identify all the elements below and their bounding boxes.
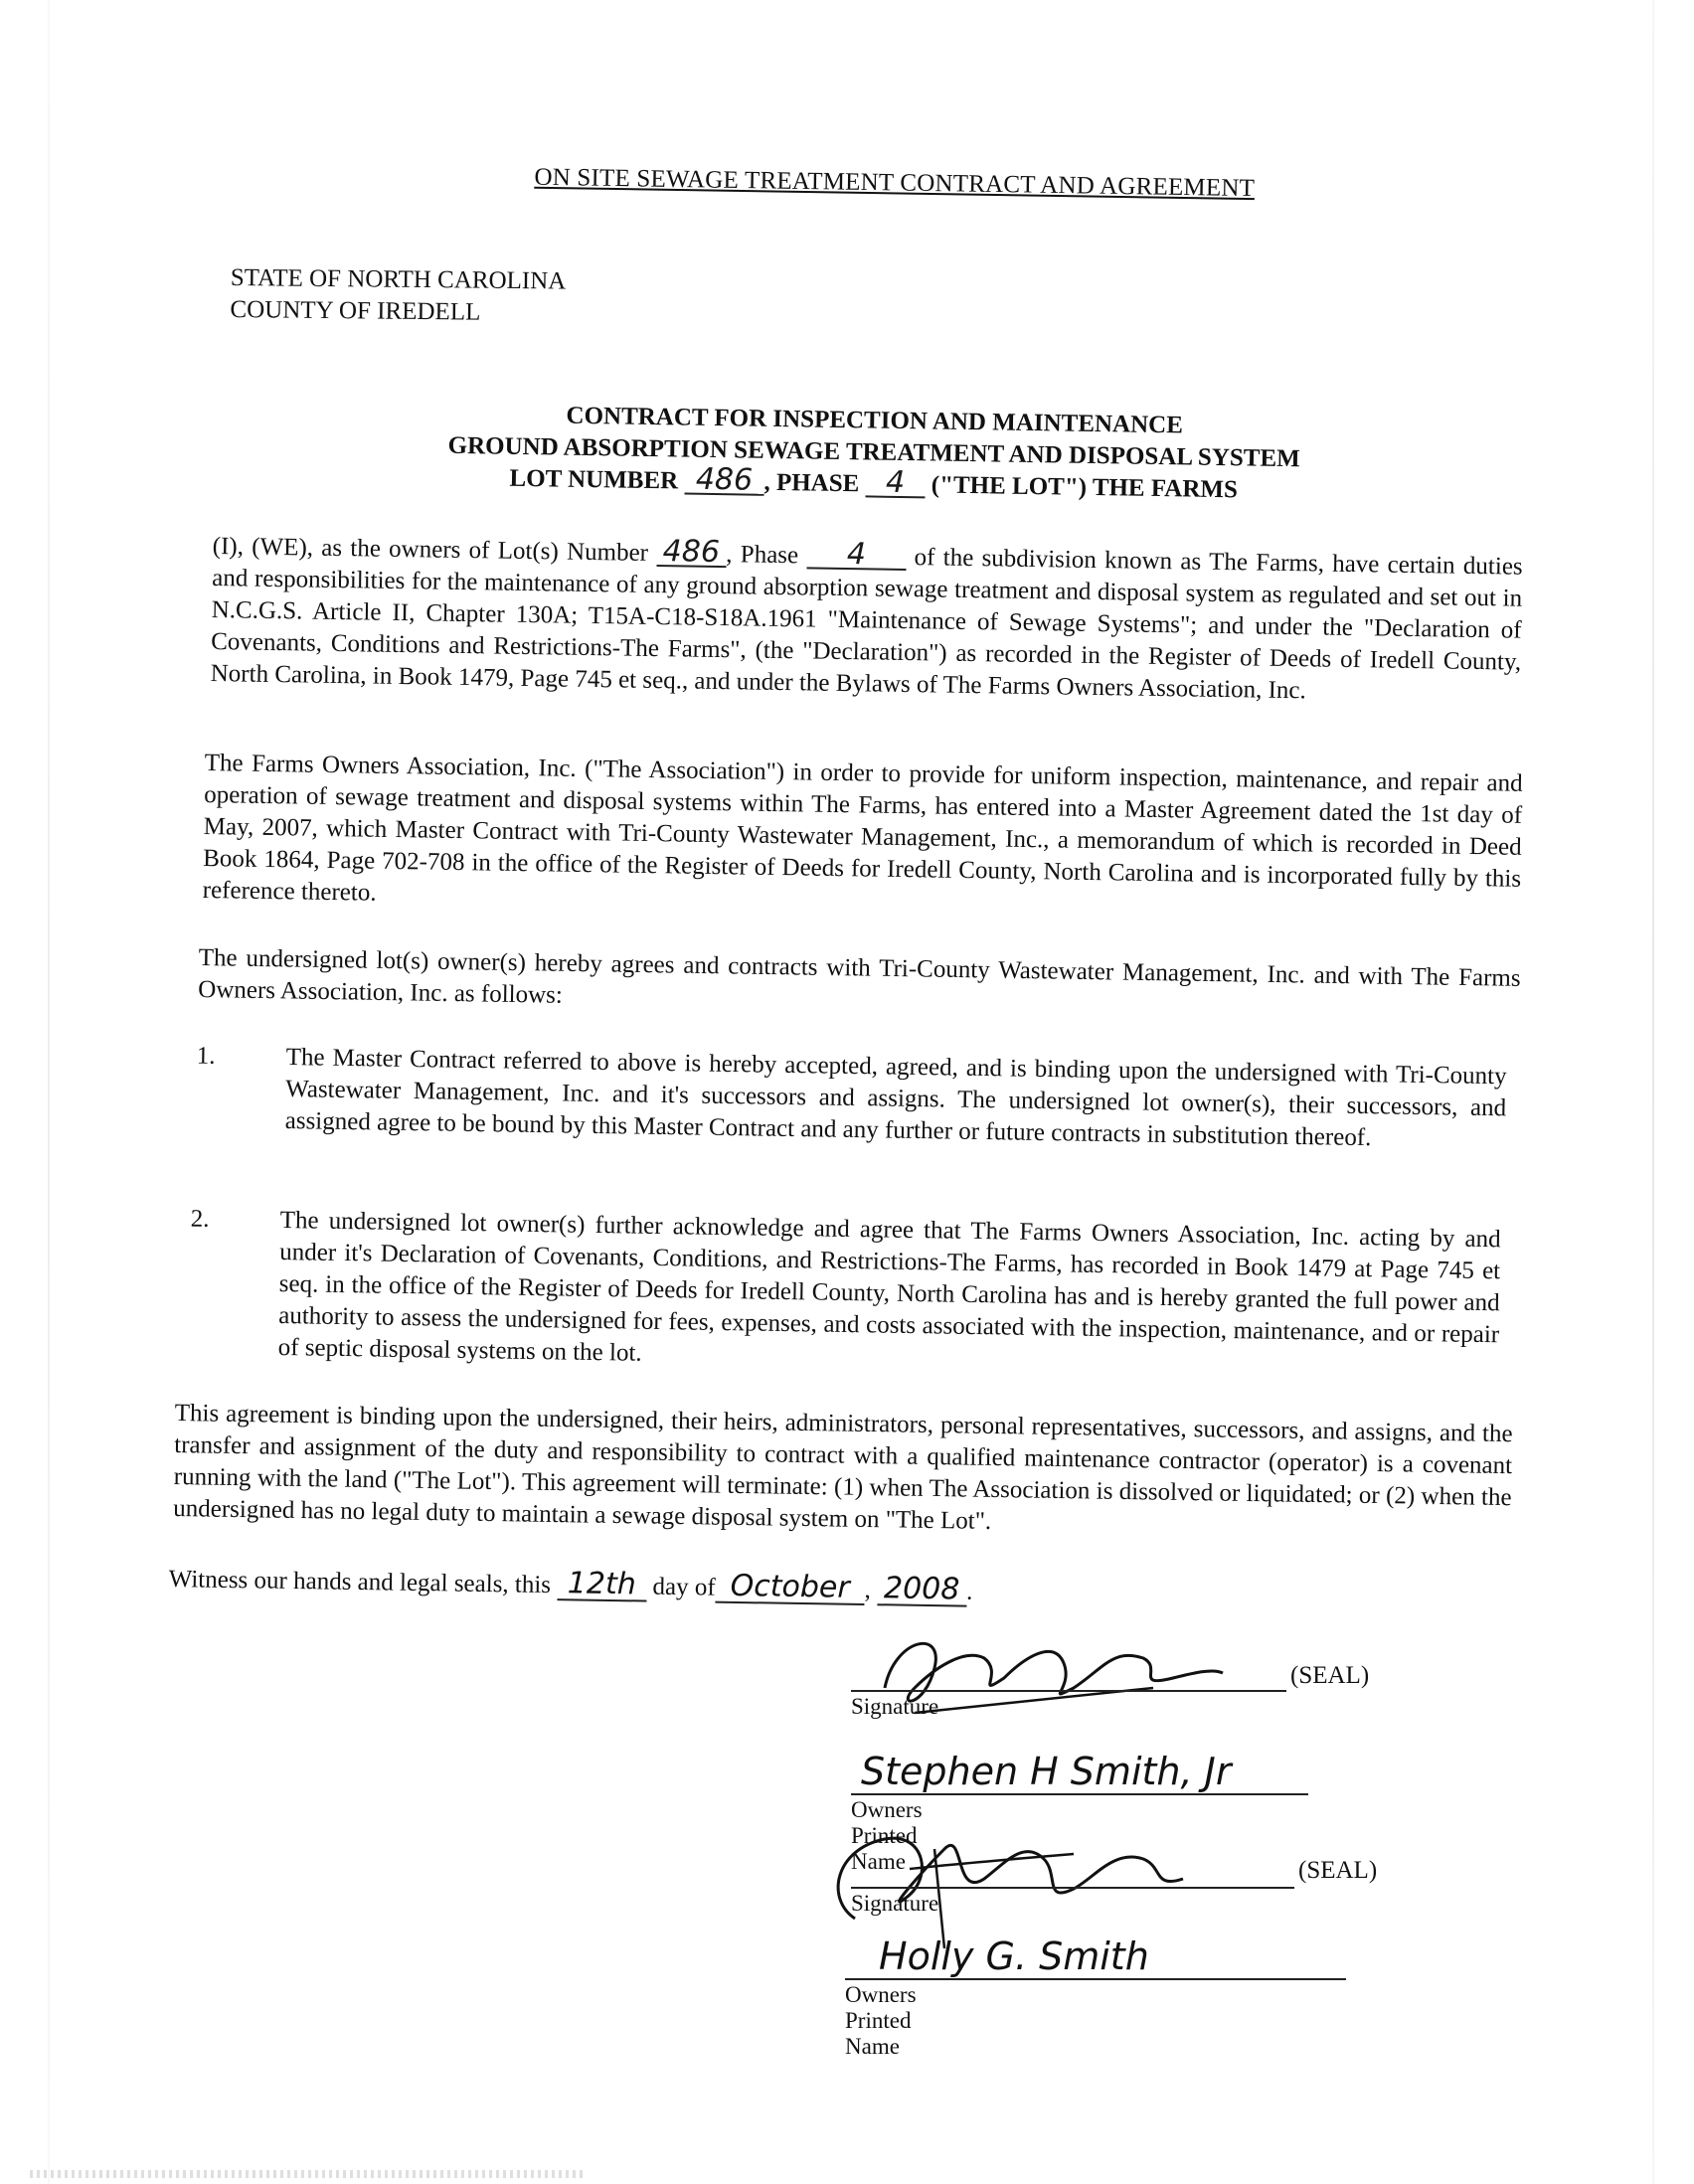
para1-prefix: (I), (WE), as the owners of Lot(s) Number xyxy=(212,532,649,567)
seal-2: (SEAL) xyxy=(1298,1857,1378,1884)
witness-line: Witness our hands and legal seals, this 12th day of October , 2008 . xyxy=(168,1565,973,1607)
witness-mid: day of xyxy=(652,1573,716,1601)
county-line: COUNTY OF IREDELL xyxy=(230,295,481,326)
list-item-text: The Master Contract referred to above is hereby accepted, agreed, and is binding upon the undersigned with Tri-County Wastewater Management, Inc. and it's successors and assigns. The undersigned lot owner(s), their successors, and assigned agree to be bound by this Master Contract and any further or future contracts in substitution thereof. xyxy=(284,1043,1507,1152)
heading-phase-number: 4 xyxy=(865,469,925,498)
heading-lot-number: 486 xyxy=(684,467,763,496)
printed-name-2-label: Owners Printed Name xyxy=(845,1982,917,2059)
scan-edge-left xyxy=(48,0,50,2184)
witness-month: October xyxy=(715,1572,864,1605)
paragraph-owners-duties xyxy=(210,531,1522,711)
para1-phase-label: , Phase xyxy=(726,541,799,570)
signature-1-line xyxy=(851,1690,1286,1692)
witness-prefix: Witness our hands and legal seals, this xyxy=(168,1565,552,1599)
printed-name-2: Holly G. Smith xyxy=(845,1934,1346,1980)
list-item-text: The undersigned lot owner(s) further acknowledge and agree that The Farms Owners Association, Inc. acting by and under it's Declaration of Covenants, Conditions, and Restrictions-The Farms, has recorded in Book 1479 at Page 745 et seq. in the office of the Register of Deeds for Iredell County, North Carolina has and is hereby granted the full power and authority to assess the undersigned for fees, expenses, and costs associated with the inspection, maintenance, and or repair of septic disposal systems on the lot. xyxy=(277,1206,1501,1367)
list-item xyxy=(190,1205,1501,1383)
printed-name-1-label: Owners Printed Name xyxy=(851,1797,923,1874)
heading-lot-suffix: ("THE LOT") THE FARMS xyxy=(931,471,1239,504)
heading-phase-label: , PHASE xyxy=(763,468,860,498)
printed-name-1: Stephen H Smith, Jr xyxy=(851,1750,1308,1795)
para1-rest: of the subdivision known as The Farms, have certain duties and responsibilities for the maintenance of any ground absorption sewage treatment and disposal system as regulated and set out in N.C.G.S. Article II, Chapter 130A; T15A-C18-S18A.1961 "Maintenance of Sewage Systems"; and under the "Declaration of Covenants, Conditions and Restrictions-The Farms", (the "Declaration") as recorded in the Register of Deeds of Iredell County, North Carolina, in Book 1479, Page 745 et seq., and under the Bylaws of The Farms Owners Association, Inc. xyxy=(210,544,1523,705)
document-title: ON SITE SEWAGE TREATMENT CONTRACT AND AGREEMENT xyxy=(534,163,1256,203)
scan-edge-right xyxy=(1652,0,1654,2184)
heading-line-2: GROUND ABSORPTION SEWAGE TREATMENT AND DISPOSAL SYSTEM xyxy=(447,431,1300,473)
paragraph-agreement-intro: The undersigned lot(s) owner(s) hereby agrees and contracts with Tri-County Wastewater Management, Inc. and with The Farms Owners Association, Inc. as follows: xyxy=(198,943,1521,1009)
scan-artifact xyxy=(30,2170,587,2178)
jurisdiction-block xyxy=(230,262,566,330)
signature-1-label: Signature xyxy=(851,1694,939,1719)
heading-line-1: CONTRACT FOR INSPECTION AND MAINTENANCE xyxy=(566,402,1184,439)
heading-lot-prefix: LOT NUMBER xyxy=(509,464,679,495)
para1-lot-number: 486 xyxy=(656,539,726,568)
contract-heading xyxy=(396,398,1351,508)
witness-end: . xyxy=(965,1578,973,1605)
list-item-number: 2. xyxy=(190,1205,210,1233)
para1-phase-number: 4 xyxy=(806,541,906,571)
paragraph-binding-terms: This agreement is binding upon the undersigned, their heirs, administrators, personal representatives, successors, and assigns, and the transfer and assignment of the duty and responsibility to contract with a qualified maintenance contractor (operator) is a covenant running with the land ("The Lot"). This agreement will terminate: (1) when The Association is dissolved or liquidated; or (2) when the undersigned has no legal duty to maintain a sewage disposal system on "The Lot". xyxy=(173,1399,1513,1535)
witness-year: 2008 xyxy=(877,1574,966,1606)
signature-2-label: Signature xyxy=(851,1891,939,1916)
list-item xyxy=(196,1042,1507,1156)
witness-day: 12th xyxy=(557,1569,646,1601)
seal-1: (SEAL) xyxy=(1290,1662,1370,1689)
list-item-number: 1. xyxy=(196,1042,216,1070)
signature-2-line xyxy=(851,1887,1294,1889)
paragraph-association: The Farms Owners Association, Inc. ("The Association") in order to provide for uniform inspection, maintenance, and repair and operation of sewage treatment and disposal systems within The Farms, has entered into a Master Agreement dated the 1st day of May, 2007, which Master Contract with Tri-County Wastewater Management, Inc., a memorandum of which is recorded in Deed Book 1864, Page 702-708 in the office of the Register of Deeds for Iredell County, North Carolina and is incorporated fully by this reference thereto. xyxy=(202,749,1523,907)
state-line: STATE OF NORTH CAROLINA xyxy=(230,263,567,295)
